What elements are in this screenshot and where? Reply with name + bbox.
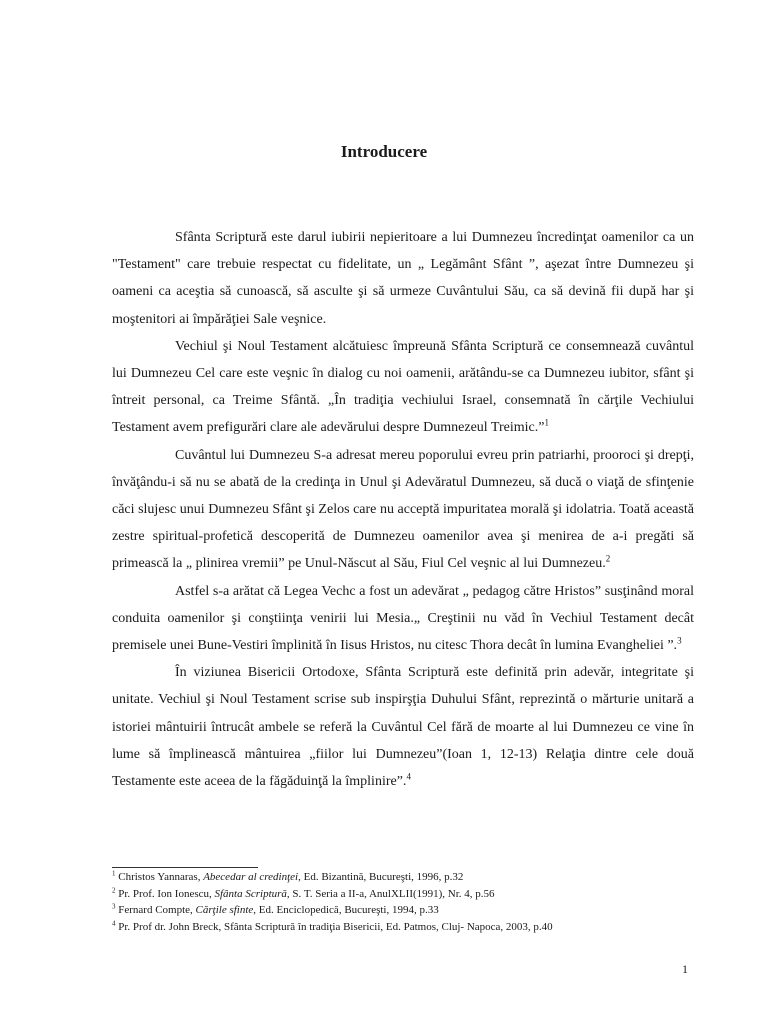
paragraph xyxy=(112,659,694,795)
footnote xyxy=(112,919,712,936)
text-run: Pr. Prof dr. John Breck, Sfânta Scriptură în tradiţia Bisericii, Ed. Patmos, Cluj- Napoca, 2003, p.40 xyxy=(115,920,553,933)
text-run: , S. T. Seria a II-a, AnulXLII(1991), Nr. 4, p.56 xyxy=(286,887,495,900)
main-text xyxy=(112,224,694,795)
footnote-ref: 4 xyxy=(406,771,411,782)
text-run: Cuvântul lui Dumnezeu S-a adresat mereu poporului evreu prin patriarhi, prooroci şi drepţi, învăţându-i să nu se abată de la credinţa in Unul şi Adevăratul Dumnezeu, să ducă o viaţă de sfinţenie căci slujesc unui Dumnezeu Sfânt şi Zelos care nu acceptă impuritatea morală şi idolatria. Toată această zestre spiritual-profetică descoperită de Dumnezeu oamenilor avea şi menirea de a-i pregăti să primească la „ plinirea vremii” pe Unul-Născut al Său, Fiul Cel veşnic al lui Dumnezeu. xyxy=(112,447,694,572)
footnote-separator xyxy=(112,867,258,868)
italic-title: Sfânta Scriptură xyxy=(214,887,287,900)
paragraph xyxy=(112,442,694,578)
text-run: Vechiul şi Noul Testament alcătuiesc împreună Sfânta Scriptură ce consemnează cuvântul lui Dumnezeu Cel care este veşnic în dialog cu noi oamenii, arătându-se ca Dumnezeu iubitor, sfânt şi întreit personal, ca Treime Sfântă. „În tradiţia vechiului Israel, consemnată în cărţile Vechiului Testament avem prefigurări clare ale adevărului despre Dumnezeul Treimic.” xyxy=(112,338,694,436)
footnote-ref: 2 xyxy=(112,885,116,894)
italic-title: Cărţile sfinte xyxy=(195,904,254,916)
paragraph xyxy=(112,578,694,660)
footnote xyxy=(112,902,712,919)
footnote-ref: 2 xyxy=(605,553,611,564)
text-run: Christos Yannaras, xyxy=(115,871,204,883)
text-run: În viziunea Bisericii Ortodoxe, Sfânta Scriptură este definită prin adevăr, integritate şi unitate. Vechiul şi Noul Testament scrise sub inspirşţia Duhului Sfânt, reprezintă o mărturie unitară a istoriei mântuirii întrucât ambele se referă la Cuvântul Cel fără de moarte al lui Dumnezeu ce vine în lume să împlinească mântuirea „fiilor lui Dumnezeu”(Ioan 1, 12-13) Relaţia dintre cele două Testamente este aceea de la făgăduinţă la împlinire”. xyxy=(112,665,694,790)
text-run: Fernard Compte, xyxy=(115,904,196,916)
footnote xyxy=(112,869,712,886)
footnote-ref: 3 xyxy=(677,635,682,646)
text-run: Pr. Prof. Ion Ionescu, xyxy=(115,887,215,900)
footnote-ref: 3 xyxy=(112,902,116,911)
text-run: , Ed. Bizantină, Bucureşti, 1996, p.32 xyxy=(298,871,464,883)
text-run: Astfel s-a arătat că Legea Vechc a fost un adevărat „ pedagog către Hristos” susţinând moral conduita oamenilor şi conştiinţa venirii lui Mesia.„ Creştinii nu văd în Vechiul Testament decât premisele unei Bune-Vestiri împlinită în Iisus Hristos, nu citesc Thora decât în lumina Evangheliei ”. xyxy=(112,583,694,654)
footnote-ref: 1 xyxy=(544,417,549,428)
footnote-ref: 4 xyxy=(112,918,116,927)
paragraph xyxy=(112,224,694,333)
italic-title: Abecedar al credinţei xyxy=(203,871,299,883)
footnote-ref: 1 xyxy=(112,869,116,878)
text-run: Sfânta Scriptură este darul iubirii nepieritoare a lui Dumnezeu încredinţat oamenilor ca un "Testament" care trebuie respectat cu fidelitate, un „ Legământ Sfânt ”, aşezat între Dumnezeu şi oameni ca aceştia să cunoască, să asculte şi să urmeze Cuvântului Său, ca să devină fii după har şi moştenitori ai împărăţiei Sale veşnice. xyxy=(112,230,694,327)
paragraph xyxy=(112,333,694,442)
page-number: 1 xyxy=(682,962,688,976)
footnote xyxy=(112,886,712,903)
page-title: Introducere xyxy=(340,142,428,161)
text-run: , Ed. Enciclopedică, Bucureşti, 1994, p.33 xyxy=(253,904,439,916)
footnotes xyxy=(112,869,712,935)
